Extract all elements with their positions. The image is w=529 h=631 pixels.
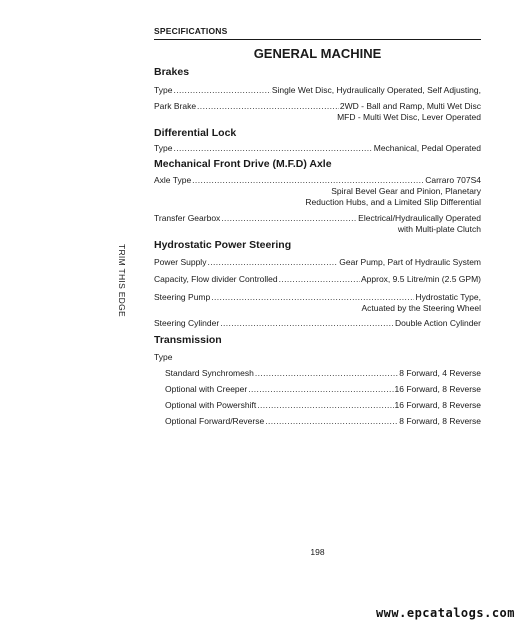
spec-label: Transfer Gearbox xyxy=(154,213,221,223)
trim-edge-label: TRIM THIS EDGE xyxy=(117,244,127,317)
spec-label: Capacity, Flow divider Controlled xyxy=(154,274,278,284)
spec-value: 2WD - Ball and Ramp, Multi Wet Disc xyxy=(339,101,481,111)
spec-label: Optional with Powershift xyxy=(165,400,257,410)
diff-lock-title: Differential Lock xyxy=(154,127,237,139)
spec-value: 8 Forward, 8 Reverse xyxy=(399,416,481,426)
leader-dots xyxy=(173,143,372,154)
section-header: SPECIFICATIONS xyxy=(154,26,228,36)
spec-value: Gear Pump, Part of Hydraulic System xyxy=(339,257,481,267)
mfd-axle-title: Mechanical Front Drive (M.F.D) Axle xyxy=(154,158,332,170)
spec-value: 16 Forward, 8 Reverse xyxy=(394,384,481,394)
axle-continuation-2: Reduction Hubs, and a Limited Slip Differential xyxy=(305,197,481,207)
transmission-row xyxy=(165,368,481,379)
spec-label: Steering Cylinder xyxy=(154,318,220,328)
leader-dots xyxy=(211,292,414,303)
spec-label: Optional with Creeper xyxy=(165,384,248,394)
steering-cylinder-row xyxy=(154,318,481,329)
spec-label: Steering Pump xyxy=(154,292,211,302)
brakes-type-row xyxy=(154,85,481,96)
leader-dots xyxy=(197,101,339,112)
park-brake-continuation: MFD - Multi Wet Disc, Lever Operated xyxy=(337,112,481,122)
spec-value: Electrical/Hydraulically Operated xyxy=(358,213,481,223)
spec-value: Approx, 9.5 Litre/min (2.5 GPM) xyxy=(361,274,481,284)
spec-value: Mechanical, Pedal Operated xyxy=(373,143,481,153)
transfer-gearbox-row xyxy=(154,213,481,224)
leader-dots xyxy=(221,213,357,224)
spec-label: Axle Type xyxy=(154,175,192,185)
spec-value: Hydrostatic Type, xyxy=(415,292,481,302)
capacity-row xyxy=(154,274,481,285)
leader-dots xyxy=(220,318,394,329)
power-supply-row xyxy=(154,257,481,268)
spec-label: Standard Synchromesh xyxy=(165,368,254,378)
page-number: 198 xyxy=(310,547,325,557)
spec-value: 16 Forward, 8 Reverse xyxy=(394,400,481,410)
spec-value: Double Action Cylinder xyxy=(395,318,481,328)
transmission-row xyxy=(165,400,481,411)
transmission-row xyxy=(165,384,481,395)
park-brake-row xyxy=(154,101,481,112)
spec-value: Single Wet Disc, Hydraulically Operated, Self Adjusting, xyxy=(271,85,481,95)
leader-dots xyxy=(173,85,270,96)
steering-title: Hydrostatic Power Steering xyxy=(154,239,292,251)
watermark: www.epcatalogs.com xyxy=(375,606,515,620)
page-title: GENERAL MACHINE xyxy=(253,46,382,61)
axle-continuation-1: Spiral Bevel Gear and Pinion, Planetary xyxy=(331,186,481,196)
leader-dots xyxy=(255,368,398,379)
header-divider xyxy=(154,39,481,40)
leader-dots xyxy=(257,400,393,411)
steering-pump-continuation: Actuated by the Steering Wheel xyxy=(361,303,481,313)
gearbox-continuation: with Multi-plate Clutch xyxy=(397,224,481,234)
diff-lock-type-row xyxy=(154,143,481,154)
leader-dots xyxy=(265,416,398,427)
leader-dots xyxy=(192,175,424,186)
spec-label: Type xyxy=(154,85,173,95)
spec-value: Carraro 707S4 xyxy=(425,175,481,185)
leader-dots xyxy=(279,274,360,285)
spec-label: Optional Forward/Reverse xyxy=(165,416,265,426)
axle-type-row xyxy=(154,175,481,186)
spec-label: Type xyxy=(154,143,173,153)
transmission-row xyxy=(165,416,481,427)
leader-dots xyxy=(248,384,393,395)
transmission-title: Transmission xyxy=(154,334,222,346)
spec-label: Power Supply xyxy=(154,257,207,267)
brakes-title: Brakes xyxy=(154,66,190,78)
spec-value: 8 Forward, 4 Reverse xyxy=(399,368,481,378)
steering-pump-row xyxy=(154,292,481,303)
transmission-type-label: Type xyxy=(154,352,173,362)
spec-label: Park Brake xyxy=(154,101,197,111)
leader-dots xyxy=(207,257,338,268)
